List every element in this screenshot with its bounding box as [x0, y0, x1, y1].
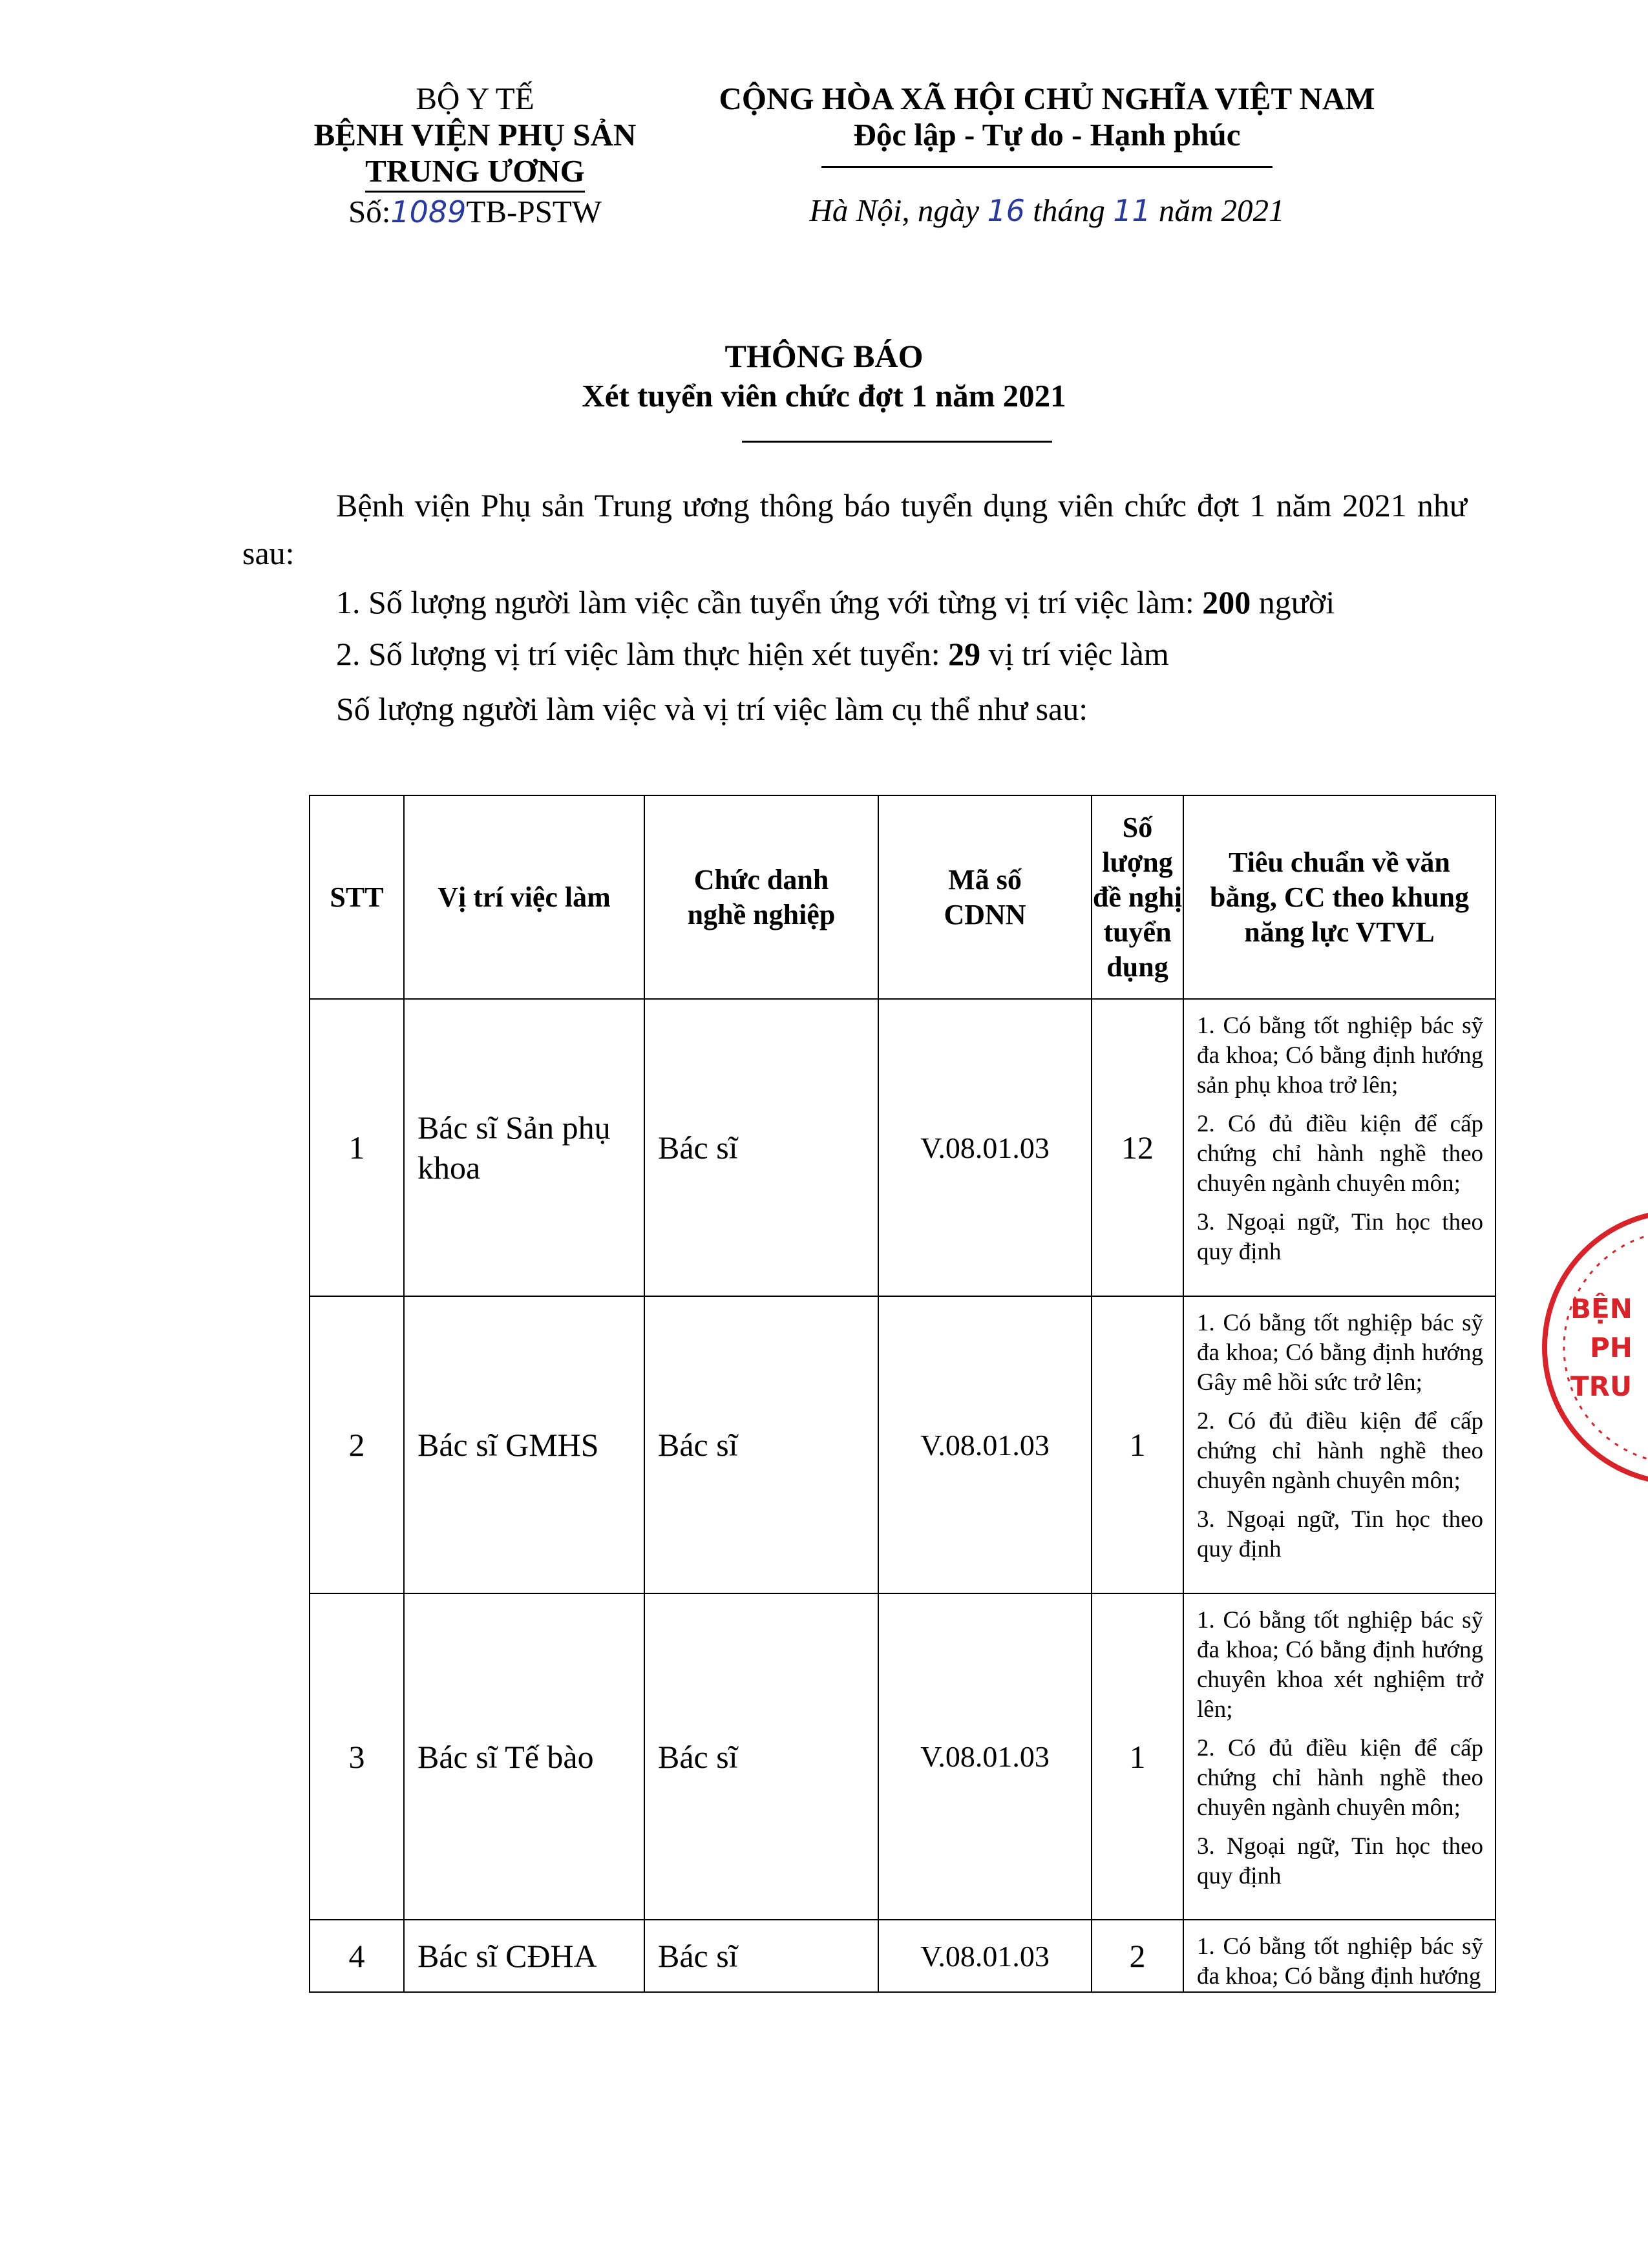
doc-number-suffix: TB-PSTW [466, 194, 602, 229]
cell-quantity: 1 [1092, 1296, 1183, 1593]
cell-stt: 3 [310, 1593, 404, 1920]
hospital-name-line2-wrap [255, 153, 695, 193]
date-mid: tháng [1024, 193, 1114, 228]
hospital-seal-stamp [1506, 1202, 1648, 1493]
cell-requirements [1183, 999, 1495, 1296]
cell-quantity: 12 [1092, 999, 1183, 1296]
header-title-line1: Chức danh [693, 863, 829, 896]
cell-requirements [1183, 1296, 1495, 1593]
item-2 [336, 630, 1474, 678]
cell-quantity: 1 [1092, 1593, 1183, 1920]
item-3: Số lượng người làm việc và vị trí việc làm cụ thể như sau: [336, 691, 1088, 727]
header-code-line2: CDNN [944, 898, 1026, 930]
title-divider [742, 441, 1052, 443]
header-qty-line5: dụng [1106, 950, 1168, 983]
stamp-text-3: TRU [1570, 1370, 1632, 1402]
header-req-line3: năng lực VTVL [1244, 916, 1435, 948]
requirement-1: 1. Có bằng tốt nghiệp bác sỹ đa khoa; Có bằng định hướng chuyên khoa xét nghiệm trở lên; [1197, 1607, 1483, 1723]
header-position: Vị trí việc làm [404, 795, 644, 999]
title-subtitle: Xét tuyển viên chức đợt 1 năm 2021 [582, 378, 1066, 414]
cell-stt: 2 [310, 1296, 404, 1593]
requirement-3: 3. Ngoại ngữ, Tin học theo quy định [1197, 1209, 1483, 1265]
doc-number-handwritten: 1089 [390, 194, 467, 229]
cell-code: V.08.01.03 [878, 1920, 1092, 1992]
ministry-name: BỘ Y TẾ [416, 81, 534, 116]
document-number [255, 194, 695, 230]
header-req-line1: Tiêu chuẩn về văn [1229, 846, 1450, 878]
requirement-3: 3. Ngoại ngữ, Tin học theo quy định [1197, 1506, 1483, 1562]
table-row [310, 1593, 1495, 1920]
requirement-1: 1. Có bằng tốt nghiệp bác sỹ đa khoa; Có bằng định hướng sản phụ khoa trở lên; [1197, 1013, 1483, 1098]
item-2-text: 2. Số lượng vị trí việc làm thực hiện xét tuyển: [336, 636, 949, 672]
cell-title: Bác sĩ [644, 1296, 878, 1593]
cell-code: V.08.01.03 [878, 1296, 1092, 1593]
requirement-1: 1. Có bằng tốt nghiệp bác sỹ đa khoa; Có bằng định hướng [1197, 1933, 1483, 1990]
item-2-unit: vị trí việc làm [980, 636, 1169, 672]
header-qty-line3: đề nghị [1092, 881, 1183, 913]
header-qty-line1: Số [1122, 811, 1153, 843]
header-code [878, 795, 1092, 999]
item-1 [336, 578, 1474, 626]
cell-position: Bác sĩ CĐHA [404, 1920, 644, 1992]
recruitment-table [309, 795, 1496, 1993]
doc-number-prefix: Số: [348, 194, 391, 229]
header-requirements [1183, 795, 1495, 999]
national-motto: Độc lập - Tự do - Hạnh phúc [821, 117, 1273, 168]
country-name: CỘNG HÒA XÃ HỘI CHỦ NGHĨA VIỆT NAM [719, 81, 1375, 116]
header-title [644, 795, 878, 999]
requirement-3: 3. Ngoại ngữ, Tin học theo quy định [1197, 1833, 1483, 1889]
cell-title: Bác sĩ [644, 999, 878, 1296]
table-header-row [310, 795, 1495, 999]
header-quantity [1092, 795, 1183, 999]
header-qty-line4: tuyển [1103, 916, 1172, 948]
item-2-value: 29 [948, 636, 981, 672]
requirement-1: 1. Có bằng tốt nghiệp bác sỹ đa khoa; Có bằng định hướng Gây mê hồi sức trở lên; [1197, 1310, 1483, 1396]
cell-quantity: 2 [1092, 1920, 1183, 1992]
table-row [310, 1296, 1495, 1593]
cell-requirements [1183, 1920, 1495, 1992]
title-main: THÔNG BÁO [724, 338, 924, 374]
cell-stt: 1 [310, 999, 404, 1296]
intro-paragraph: Bệnh viện Phụ sản Trung ương thông báo tuyển dụng viên chức đợt 1 năm 2021 như sau: [242, 487, 1467, 571]
date-month-handwritten: 11 [1113, 193, 1151, 228]
agency-header [255, 81, 695, 230]
requirement-2: 2. Có đủ điều kiện để cấp chứng chỉ hành nghề theo chuyên ngành chuyên môn; [1197, 1111, 1483, 1197]
cell-position: Bác sĩ Tế bào [404, 1593, 644, 1920]
document-title [0, 336, 1648, 416]
requirement-2: 2. Có đủ điều kiện để cấp chứng chỉ hành nghề theo chuyên ngành chuyên môn; [1197, 1735, 1483, 1821]
item-1-value: 200 [1202, 584, 1251, 620]
cell-position: Bác sĩ GMHS [404, 1296, 644, 1593]
cell-code: V.08.01.03 [878, 1593, 1092, 1920]
stamp-text-1: BỆN [1570, 1293, 1632, 1325]
cell-title: Bác sĩ [644, 1920, 878, 1992]
item-1-text: 1. Số lượng người làm việc cần tuyển ứng với từng vị trí việc làm: [336, 584, 1203, 620]
cell-position: Bác sĩ Sản phụ khoa [404, 999, 644, 1296]
header-qty-line2: lượng [1102, 846, 1173, 878]
hospital-name-line1: BỆNH VIỆN PHỤ SẢN [313, 117, 637, 152]
header-title-line2: nghề nghiệp [687, 898, 836, 930]
cell-title: Bác sĩ [644, 1593, 878, 1920]
header-stt: STT [310, 795, 404, 999]
date-day-handwritten: 16 [987, 193, 1025, 228]
hospital-name-line2: TRUNG ƯƠNG [365, 153, 585, 193]
cell-code: V.08.01.03 [878, 999, 1092, 1296]
table-row [310, 1920, 1495, 1992]
table-row [310, 999, 1495, 1296]
header-code-line1: Mã số [948, 863, 1022, 896]
item-1-unit: người [1251, 584, 1335, 620]
header-req-line2: bằng, CC theo khung [1209, 881, 1470, 913]
cell-stt: 4 [310, 1920, 404, 1992]
cell-requirements [1183, 1593, 1495, 1920]
date-prefix: Hà Nội, ngày [809, 193, 988, 228]
requirement-2: 2. Có đủ điều kiện để cấp chứng chỉ hành nghề theo chuyên ngành chuyên môn; [1197, 1408, 1483, 1494]
date-suffix: năm 2021 [1150, 193, 1285, 228]
national-header [685, 81, 1409, 229]
stamp-text-2: PH [1590, 1332, 1632, 1363]
date-line [685, 193, 1409, 229]
